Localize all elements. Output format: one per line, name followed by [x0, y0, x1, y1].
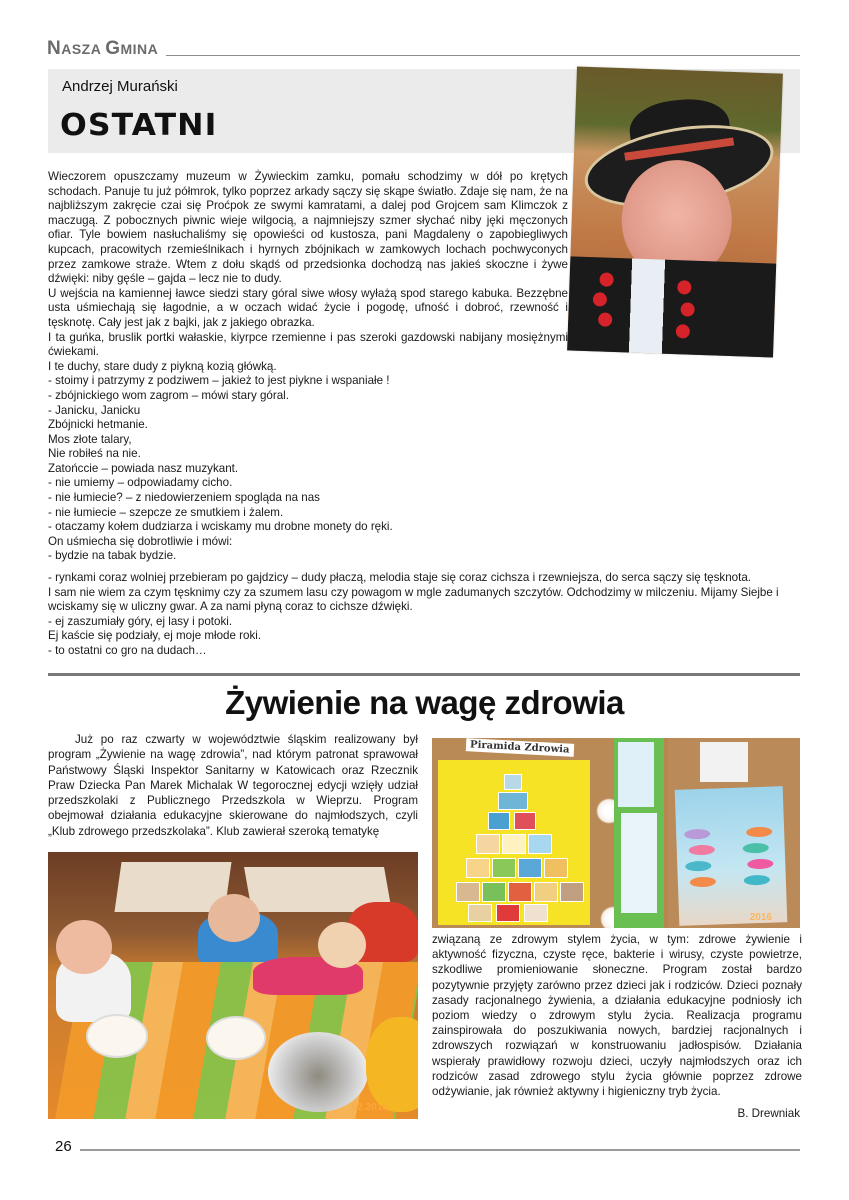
article1-body-wide [48, 571, 800, 659]
photo-date-stamp: 2016 [749, 912, 772, 923]
publication-name-initial: N [47, 38, 62, 59]
pyramid-tile [498, 792, 528, 810]
running-header [47, 38, 800, 60]
portrait-photo [567, 66, 783, 357]
paragraph: - nie łumiecie – szepcze ze smutkiem i żalem. [48, 505, 284, 519]
publication-name [47, 38, 158, 60]
pyramid-tile [524, 904, 548, 922]
pyramid-tile [514, 812, 536, 830]
paragraph: związaną ze zdrowym stylem życia, w tym: zdrowe żywienie i aktywność fizyczna, czyste ręce, bakterie i wirusy, czyste powietrze, szkodliwe promieniowanie słoneczne. Program został bardzo pozytywnie przyjęty zarówno przez dzieci jak i rodziców. Dzieci poznały zasady racjonalnego żywienia, a działania edukacyjne podniosły ich poziom wiedzy o zdrowym stylu życia. Realizacja programu zainspirowała do poszukiwania nowych, bardziej racjonalnych i zdrowszych rozwiązań w konstruowaniu jadłospisów. Działania wspierały prawidłowy rozwoju dzieci, uczyły najmłodszych oraz ich rodziców zasad zdrowego stylu życia głównie poprzez zdrowe odżywianie, jak również aktywny i higieniczny tryb życia. [432, 933, 802, 1099]
pyramid-tile [504, 774, 522, 790]
paragraph: On uśmiecha się dobrotliwie i mówi: [48, 534, 233, 548]
pyramid-tile [528, 834, 552, 854]
pyramid-tile [508, 882, 532, 902]
paragraph: Zatońccie – powiada nasz muzykant. [48, 461, 239, 475]
poster-blob [746, 827, 772, 838]
paragraph: - nie umiemy – odpowiadamy cicho. [48, 476, 233, 490]
pyramid-tile [476, 834, 500, 854]
article2-body-left [48, 732, 418, 839]
page-footer [55, 1138, 800, 1155]
child-head-shape [208, 894, 260, 942]
publication-name-initial: G [105, 38, 121, 59]
pyramid-tile [502, 834, 526, 854]
article2-signature: B. Drewniak [737, 1107, 800, 1120]
article2-title: Żywienie na wagę zdrowia [225, 684, 624, 721]
paragraph: - rynkami coraz wolniej przebieram po gajdzicy – dudy płaczą, melodia staje się coraz cichsza i rzewniejsza, do serca sączy się tęsknota. [48, 571, 752, 584]
poster-blob [743, 843, 769, 854]
children-cooking-photo [48, 852, 418, 1119]
leaflet-shape [618, 742, 654, 807]
pyramid-tile [492, 858, 516, 878]
poster-blob [685, 861, 711, 872]
article-author: Andrzej Murański [62, 78, 178, 95]
poster-blob [744, 875, 770, 886]
article2-body-right [432, 932, 802, 1099]
poster-blob [689, 845, 715, 856]
poster-blob [690, 877, 716, 888]
plate-shape [206, 1016, 266, 1060]
pyramid-tile [482, 882, 506, 902]
pyramid-tile [488, 812, 510, 830]
paragraph: Zbójnicki hetmanie. [48, 418, 148, 432]
pyramid-tile [560, 882, 584, 902]
publication-name-part: MINA [120, 41, 159, 57]
paragraph: - stoimy i patrzymy z podziwem – jakież to jest piykne i wspaniałe ! [48, 374, 390, 388]
paragraph: Ej kaście się podziały, ej moje młode roki. [48, 629, 262, 643]
paragraph: Mos złote talary, [48, 432, 132, 446]
metal-bowl-shape [268, 1032, 368, 1112]
poster-blob [684, 829, 710, 840]
paragraph: Już po raz czwarty w województwie śląskim realizowany był program „Żywienie na wagę zdrowia”, nad którym patronat sprawował Państwowy Śląski Inspektor Sanitarny w Katowicach oraz Rzecznik Praw Dziecka Pan Marek Michalak W tegorocznej edycji wzięły udział przedszkolaki z Publicznego Przedszkola w Wieprzu. Program obejmował działania edukacyjne skierowane do najmłodszych, czyli „Klub zdrowego przedszkolaka”. Klub zawierał szeroką tematykę [48, 733, 418, 838]
paragraph: I sam nie wiem za czym tęsknimy czy za szumem lasu czy powagom w mgle zadumanych szczytów. Odchodzimy w milczeniu. Mijamy Siejbe i wciskamy się w uliczny gwar. A za nami płyną coraz to cichsze dźwięki. [48, 585, 779, 614]
leaflet-shape [621, 813, 657, 913]
pyramid-tile [466, 858, 490, 878]
paragraph: U wejścia na kamiennej ławce siedzi stary góral siwe włosy wyłażą spod starego kabuka. Bezzębne usta uśmiechają się łagodnie, a w oczach widać życie i pogodę, ufność i dobroć, rzewność i tęsknotę. Cały jest jak z bajki, jak z jakiego obrazka. [48, 286, 568, 329]
pyramid-tile [456, 882, 480, 902]
yellow-bowl-shape [366, 1017, 418, 1112]
pyramid-tile [468, 904, 492, 922]
header-rule [166, 55, 800, 56]
paper-sheet-shape [700, 742, 748, 782]
vest-shape [567, 256, 776, 357]
paragraph: - zbójnickiego wom zagrom – mówi stary góral. [48, 388, 289, 402]
pyramid-tile [496, 904, 520, 922]
footer-rule [80, 1149, 800, 1151]
paragraph: - otaczamy kołem dudziarza i wciskamy mu drobne monety do ręki. [48, 520, 393, 534]
poster-blob [747, 859, 773, 870]
paragraph: - nie łumiecie? – z niedowierzeniem spogląda na nas [48, 491, 320, 505]
plate-shape [86, 1014, 148, 1058]
paragraph: - bydzie na tabak bydzie. [48, 549, 177, 563]
child-head-shape [318, 922, 366, 968]
section-divider [48, 673, 800, 676]
paragraph: Nie robiłeś na nie. [48, 447, 141, 461]
article1-body [48, 170, 568, 564]
pyramid-tile [534, 882, 558, 902]
child-head-shape [56, 920, 112, 974]
poster-label: Piramida Zdrowia [466, 738, 574, 757]
pyramid-poster-shape [438, 760, 590, 925]
paragraph: Wieczorem opuszczamy muzeum w Żywieckim zamku, pomału schodzimy w dół po krętych schodach. Panuje tu już półmrok, tylko poprzez arkady sączy się skąpe światło. Zdaje się nam, że na najbliższym zakręcie czai się Proćpok ze swymi kamratami, a dalej pod Grojcem sam Klimczok z maczugą. Z pobocznych piwnic wieje wilgocią, a najmniejszy szmer słychać niby jęki męczonych ofiar. Tyle bowiem nasłuchaliśmy się opowieści od kustosza, pani Magdaleny o zapobiegliwych kupcach, pracowitych rzemieślnikach i hyrnych zbójnikach w zamkowych lochach pochwyconych przez zamkowe straże. Wtem z dołu skądś od przedsionka dochodzą nas jakieś skoczne i żywe dźwięki: niby gęśle – gajda – lecz nie to dudy. [48, 170, 568, 286]
photo-date-stamp: 02.2016 [351, 1102, 388, 1113]
handwashing-poster-shape [675, 786, 788, 926]
article-title: OSTATNI [60, 108, 218, 143]
paragraph: I te duchy, stare dudy z piykną kozią główką. [48, 359, 277, 373]
food-pyramid-poster-photo [432, 738, 800, 928]
pyramid-tile [518, 858, 542, 878]
publication-name-part: ASZA [61, 41, 106, 57]
paragraph: I ta guńka, bruslik portki wałaskie, kiyrpce rzemienne i pas szeroki gazdowski nabijany mosiężnymi ćwiekami. [48, 330, 568, 359]
pyramid-tile [544, 858, 568, 878]
paragraph: - to ostatni co gro na dudach… [48, 643, 207, 657]
paragraph: - ej zaszumiały góry, ej lasy i potoki. [48, 614, 233, 628]
paragraph: - Janicku, Janicku [48, 403, 141, 417]
page-number: 26 [55, 1138, 72, 1155]
